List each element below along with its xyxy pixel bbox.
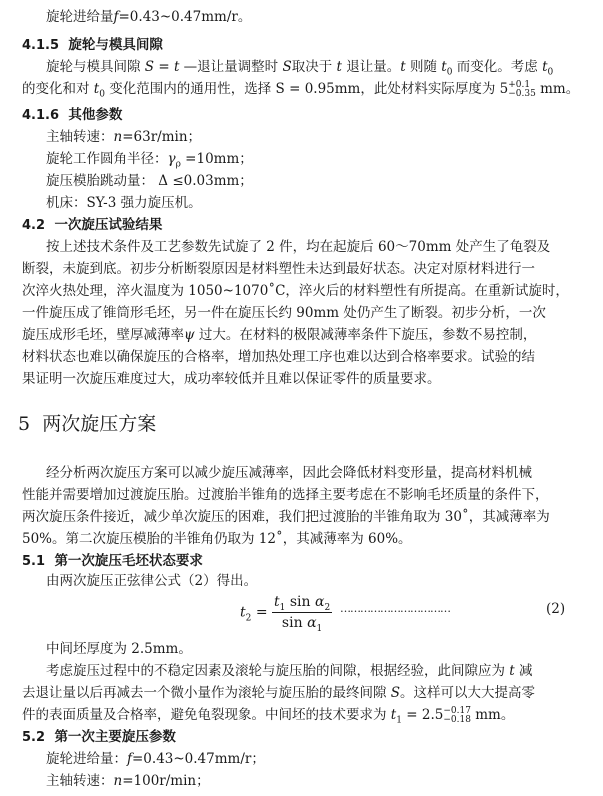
variable: S [282,59,292,75]
text-run: 。这样可以大大提高零 [400,685,536,701]
text-run: 则随 [405,59,442,75]
section-title: 其他参数 [68,107,123,123]
text-line: 果证明一次旋压难度过大，成功率较低并且难以保证零件的质量要求。 [22,371,441,387]
variable: f [127,751,132,767]
section-title: 一次旋压试验结果 [54,217,163,233]
section-heading [22,36,163,55]
text-line [46,750,265,768]
section-number: 5.1 [22,554,46,569]
subscript: 0 [99,89,105,100]
text-run: 旋压成形毛坯，壁厚减薄率 [22,327,184,343]
section-heading [22,216,162,235]
text-run: 考虑旋压过程中的不稳定因素及滚轮与旋压胎的间隙，根据经验，此间隙应为 [46,663,510,679]
text-run: 主轴转速： [46,773,114,789]
subscript: 0 [446,67,453,78]
subscript: 1 [279,602,286,613]
text-line [22,706,514,725]
section-title: 第一次旋压毛坯状态要求 [54,553,203,569]
text-line: 经分析两次旋压方案可以减少旋压减薄率，因此会降低材料变形量，提高材料机械 [46,465,532,481]
variable: t [509,663,515,679]
equation-number: (2) [546,601,566,617]
text-run: 减 [514,663,533,679]
variable: γ [167,151,176,167]
text-run: mm。 [470,707,515,723]
lower-tolerance: −0.18 [443,714,471,725]
text-line: 由两次旋压正弦律公式（2）得出。 [46,573,258,589]
text-line [46,58,553,76]
variable: t [173,59,180,75]
text-run: 取决于 [291,59,337,75]
text-run: 过大。在材料的极限减薄率条件下旋压，参数不易控制， [194,327,537,343]
text-run: mm。 [535,81,580,97]
variable: t [390,707,397,723]
subscript: 1 [316,623,323,634]
tolerance [443,707,471,725]
lower-tolerance: −0.35 [508,88,536,99]
text-run: =10mm； [180,151,253,167]
text-run: —退让量调整时 [179,59,283,75]
variable: t [93,81,100,97]
variable: ψ [184,327,195,343]
variable: α [307,615,317,631]
section-heading [22,728,176,747]
text-run: 旋轮进给量： [46,751,127,767]
upper-tolerance: +0.1 [508,79,531,90]
variable: α [314,594,325,610]
subscript: ρ [175,159,181,170]
text-line: 两次旋压条件接近，减少单次旋压的困难，我们把过渡胎的半锥角取为 30˚，其减薄率为 [22,509,550,525]
section-heading [22,106,122,125]
text-line [46,772,210,790]
variable: S [144,59,155,75]
subscript: 2 [324,602,331,613]
text-line [22,80,579,99]
variable: t [240,604,246,621]
section-heading [22,552,203,571]
function-name: sin [285,594,315,610]
text-run: = [154,59,174,75]
text-line [46,128,201,146]
text-run: 去退让量以后再减去一个微小量作为滚轮与旋压胎的最终间隙 [22,685,391,701]
section-number: 5.2 [22,730,46,745]
text-line: 一件旋压成了锥筒形毛坯，另一件在旋压长约 90mm 处仍产生了断裂。初步分析，一次 [22,305,546,321]
section-title: 第一次主要旋压参数 [54,729,176,745]
tolerance [508,81,536,99]
subscript: 0 [547,67,554,78]
text-run: 旋轮工作圆角半径： [46,151,168,167]
text-line [46,8,251,26]
text-run: 件的表面质量及合格率，避免龟裂现象。中间坯的技术要求为 [22,707,391,723]
text-run: =100r/min； [122,773,210,789]
text-line [46,150,253,168]
equation [240,592,332,633]
text-run: 主轴转速： [46,129,114,145]
denominator [272,613,332,633]
variable: t [542,59,548,75]
section-number: 4.1.6 [22,108,60,123]
text-line: 旋压模胎跳动量： Δ ≤0.03mm； [46,173,253,189]
text-line [22,684,535,702]
text-run: = 2.5 [401,707,444,723]
numerator [272,592,332,613]
text-run: 的变化和对 [22,81,94,97]
text-run: 退让量。 [341,59,401,75]
section-number: 4.1.5 [22,38,60,53]
chapter-number: 5 [18,413,31,435]
variable: n [113,773,123,789]
variable: t [441,59,447,75]
variable: n [113,129,123,145]
section-number: 4.2 [22,218,46,233]
text-line: 按上述技术条件及工艺参数先试旋了 2 件，均在起旋后 60～70mm 处产生了龟裂及 [46,239,551,255]
equation-dots: …………………………… [340,602,450,615]
equals-sign: = [251,604,273,621]
text-run: 而变化。考虑 [452,59,543,75]
text-line: 次淬火热处理，淬火温度为 1050~1070˚C，淬火后的材料塑性有所提高。在重新试旋时， [22,283,569,299]
variable: t [274,594,280,610]
function-name: sin [281,615,308,631]
variable: t [336,59,342,75]
text-line: 断裂，未旋到底。初步分析断裂原因是材料塑性未达到最好状态。决定对原材料进行一 [22,261,535,277]
subscript: 2 [245,613,252,624]
text-line: 中间坯厚度为 2.5mm。 [46,641,192,657]
text-line: 50%。第二次旋压模胎的半锥角仍取为 12˚，其减薄率为 60%。 [22,531,412,547]
text-line: 性能并需要增加过渡旋压胎。过渡胎半锥角的选择主要考虑在不影响毛坯质量的条件下， [22,487,549,503]
variable: f [113,9,119,25]
text-line: 机床：SY-3 强力旋压机。 [46,195,202,211]
section-title: 旋轮与模具间隙 [68,37,163,53]
text-line [22,326,536,344]
text-line: 材料状态也难以确保旋压的合格率，增加热处理工序也难以达到合格率要求。试验的结 [22,349,535,365]
variable: S [390,685,401,701]
text-run: =0.43~0.47mm/r。 [118,9,252,25]
upper-tolerance: −0.17 [443,705,471,716]
text-run: 旋轮与模具间隙 [46,59,145,75]
text-run: 变化范围内的通用性，选择 S = 0.95mm，此处材料实际厚度为 5 [104,81,509,97]
text-run: 旋轮进给量 [46,9,114,25]
text-run: =63r/min； [122,129,202,145]
fraction [272,592,332,633]
subscript: 1 [396,715,402,726]
chapter-heading [18,412,156,436]
variable: t [400,59,406,75]
text-line [46,662,533,680]
text-run: =0.43~0.47mm/r； [132,751,265,767]
chapter-title: 两次旋压方案 [42,413,157,435]
